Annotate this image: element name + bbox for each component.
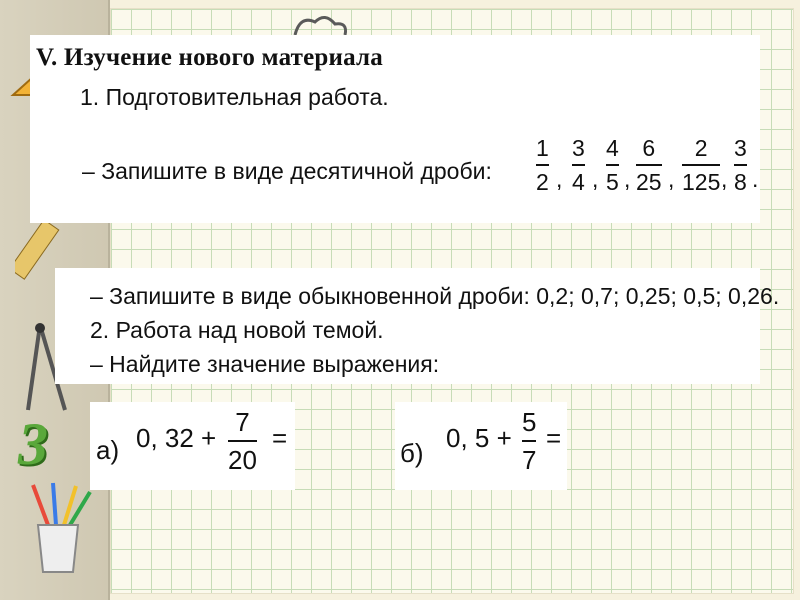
task-decimal-text: Запишите в виде десятичной дроби: [101,158,492,184]
fraction-separator: , [592,166,599,192]
section-heading: V. Изучение нового материала [36,44,383,71]
task-decimal [82,158,492,185]
task-evaluate: – Найдите значение выражения: [90,351,440,377]
prep-work-title: 1. Подготовительная работа. [80,84,389,110]
fraction: 2 125 [682,135,721,195]
pencil-cup-icon [18,480,98,580]
fraction-separator: , [721,166,728,192]
dash: – [82,158,95,184]
fraction: 1 2 [536,135,549,195]
big-digit-three: 3 [18,411,48,477]
expression-b-equals: = [546,423,562,453]
expression-b-label: б) [400,438,424,468]
new-topic-title: 2. Работа над новой темой. [90,317,384,343]
fraction-separator: , [556,166,563,192]
fraction: 4 5 [606,135,619,195]
expression-b-fraction: 5 7 [522,407,537,475]
fraction: 3 8 [734,135,747,195]
fraction-separator: , [668,166,675,192]
fraction: 6 25 [636,135,662,195]
expression-a-equals: = [272,423,288,453]
fraction-separator: . [752,166,759,192]
task-common-fraction: – Запишите в виде обыкновенной дроби: 0,2; 0,7; 0,25; 0,5; 0,26. [90,283,780,309]
expression-b-lead: 0, 5 + [446,423,512,453]
expression-a-label: а) [96,435,120,465]
expression-a-lead: 0, 32 + [136,423,217,453]
fraction: 3 4 [572,135,585,195]
fraction-separator: , [624,166,631,192]
expression-a-fraction: 7 20 [228,407,257,475]
